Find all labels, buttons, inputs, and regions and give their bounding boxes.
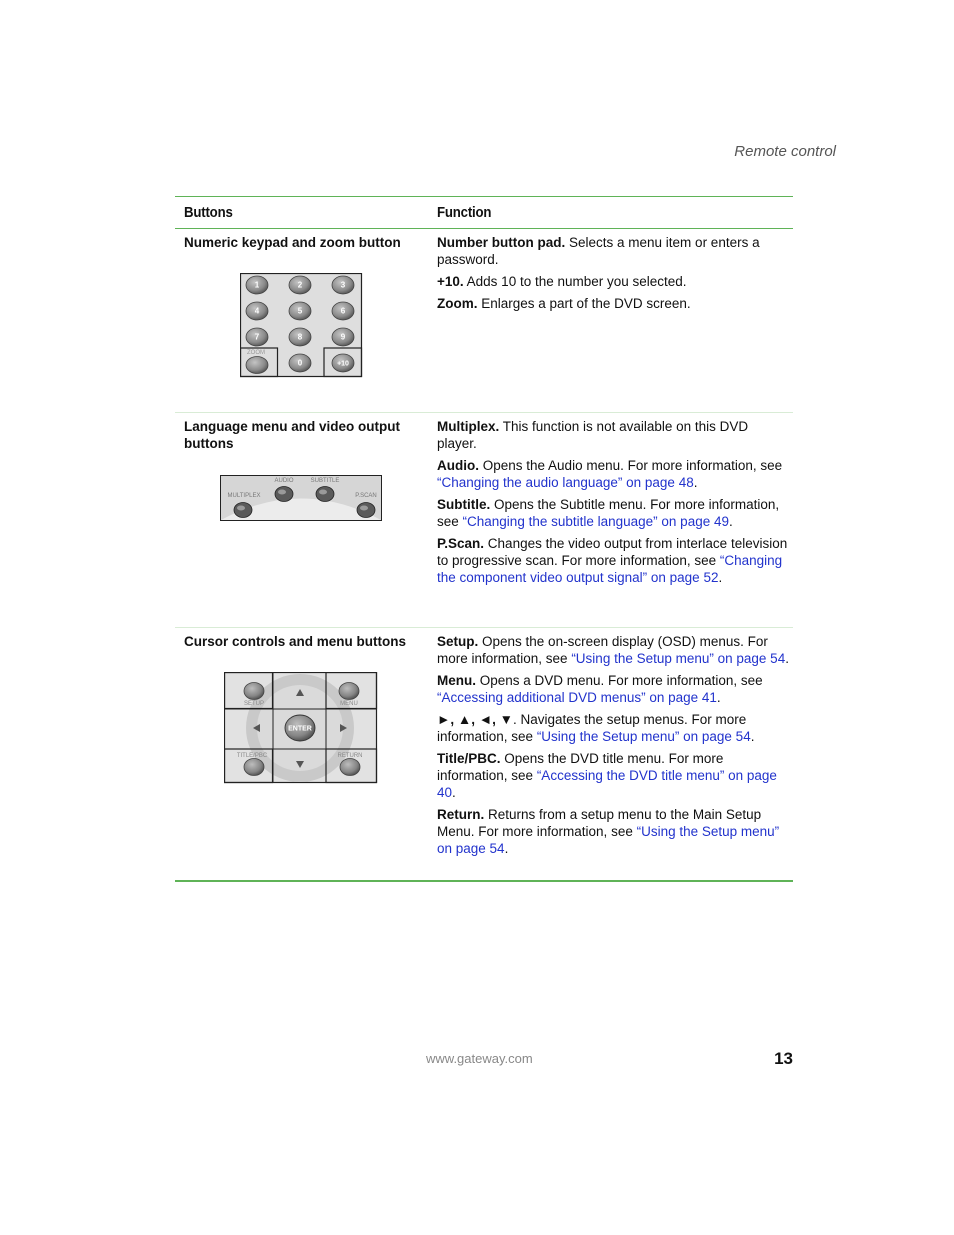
function-item: ►, ▲, ◄, ▼. Navigates the setup menus. For more information, see “Using the Setup menu” on page 54. [437, 711, 755, 745]
function-item: +10. Adds 10 to the number you selected. [437, 273, 687, 289]
svg-text:SETUP: SETUP [243, 701, 265, 707]
svg-text:1: 1 [254, 280, 260, 290]
arrow-icons: ►, ▲, ◄, ▼ [437, 711, 513, 727]
keypad-key [246, 350, 268, 374]
keypad-key [332, 276, 354, 294]
cross-reference-link[interactable]: “Accessing the DVD title menu” on page 40 [437, 767, 777, 801]
cursor-controls-image [224, 672, 379, 790]
svg-text:MULTIPLEX: MULTIPLEX [227, 493, 261, 499]
cross-reference-link[interactable]: “Using the Setup menu” on page 54 [437, 824, 780, 857]
svg-text:7: 7 [254, 332, 260, 342]
cross-reference-link[interactable]: “Changing the component video output signal” on page 52 [437, 552, 783, 586]
keypad-key [332, 328, 354, 346]
language-panel-illustration [220, 475, 383, 522]
keypad-key [289, 302, 311, 320]
function-item: Title/PBC. Opens the DVD title menu. For more information, see “Accessing the DVD title menu” on page 40. [437, 750, 777, 801]
keypad-key [246, 328, 268, 346]
button-name: Cursor controls and menu buttons [184, 634, 407, 649]
keypad-key [246, 276, 268, 294]
keypad-illustration [240, 273, 364, 379]
footer-url: www.gateway.com [426, 1051, 533, 1066]
cross-reference-link[interactable]: “Changing the subtitle language” on page 49 [462, 514, 729, 530]
svg-text:4: 4 [254, 306, 260, 316]
svg-text:MENU: MENU [340, 701, 358, 707]
svg-text:3: 3 [340, 280, 346, 290]
function-item: Setup. Opens the on-screen display (OSD) menus. For more information, see “Using the Setup menu” on page 54. [437, 634, 789, 667]
button-name: Language menu and video output buttons [184, 419, 400, 451]
table-bottom-rule [175, 880, 793, 882]
function-item: Number button pad. Selects a menu item or enters a password. [437, 235, 760, 268]
panel-button [274, 478, 293, 502]
function-item: Multiplex. This function is not available on this DVD player. [437, 419, 749, 452]
function-item: Audio. Opens the Audio menu. For more information, see “Changing the audio language” on page 48. [437, 457, 783, 491]
keypad-key [246, 302, 268, 320]
numeric-keypad-image [240, 273, 364, 384]
svg-text:6: 6 [340, 306, 346, 316]
function-item: P.Scan. Changes the video output from interlace television to progressive scan. For more information, see “Changing the component video output signal” on page 52. [437, 535, 788, 586]
enter-button [285, 715, 315, 741]
function-item: Zoom. Enlarges a part of the DVD screen. [437, 295, 691, 311]
svg-text:5: 5 [297, 306, 303, 316]
table-row-numeric-keypad [175, 229, 793, 412]
section-header: Remote control [734, 143, 836, 160]
button-function-table [175, 196, 793, 882]
svg-text:TITLE/PBC: TITLE/PBC [236, 753, 268, 759]
svg-text:P.SCAN: P.SCAN [355, 493, 377, 499]
svg-text:+10: +10 [337, 360, 349, 368]
svg-text:SUBTITLE: SUBTITLE [310, 478, 340, 484]
cursor-panel-button [339, 683, 359, 708]
button-name: Numeric keypad and zoom button [184, 235, 401, 250]
svg-text:0: 0 [297, 358, 303, 368]
keypad-key [289, 328, 311, 346]
keypad-key [332, 302, 354, 320]
keypad-key [289, 276, 311, 294]
svg-text:AUDIO: AUDIO [274, 478, 294, 484]
column-header-buttons: Buttons [184, 204, 233, 221]
svg-text:RETURN: RETURN [337, 753, 363, 759]
cross-reference-link[interactable]: “Using the Setup menu” on page 54 [536, 729, 751, 745]
table-row-cursor-controls [175, 628, 793, 880]
function-text [437, 418, 789, 591]
cursor-panel-illustration [224, 672, 379, 785]
function-item: Subtitle. Opens the Subtitle menu. For more information, see “Changing the subtitle language” on page 49. [437, 496, 780, 530]
cross-reference-link[interactable]: “Changing the audio language” on page 48 [437, 475, 694, 491]
cross-reference-link[interactable]: “Accessing additional DVD menus” on page 41 [437, 690, 717, 706]
svg-text:8: 8 [297, 332, 303, 342]
svg-text:2: 2 [297, 280, 303, 290]
keypad-key [332, 354, 354, 372]
cross-reference-link[interactable]: “Using the Setup menu” on page 54 [571, 651, 786, 667]
function-item: Menu. Opens a DVD menu. For more information, see “Accessing additional DVD menus” on page 41. [437, 672, 763, 706]
page-number: 13 [774, 1049, 793, 1068]
table-row-language-menu [175, 413, 793, 627]
cursor-panel-button [244, 683, 264, 708]
svg-text:9: 9 [340, 332, 346, 342]
svg-text:ZOOM: ZOOM [247, 350, 265, 356]
svg-text:ENTER: ENTER [288, 725, 312, 733]
column-header-function: Function [437, 204, 492, 221]
table-header-row [175, 197, 793, 228]
language-buttons-image [220, 475, 383, 527]
function-text [437, 633, 789, 862]
keypad-key [289, 354, 311, 372]
function-item: Return. Returns from a setup menu to the Main Setup Menu. For more information, see “Using the Setup menu” on page 54. [437, 806, 780, 857]
function-text [437, 234, 789, 316]
